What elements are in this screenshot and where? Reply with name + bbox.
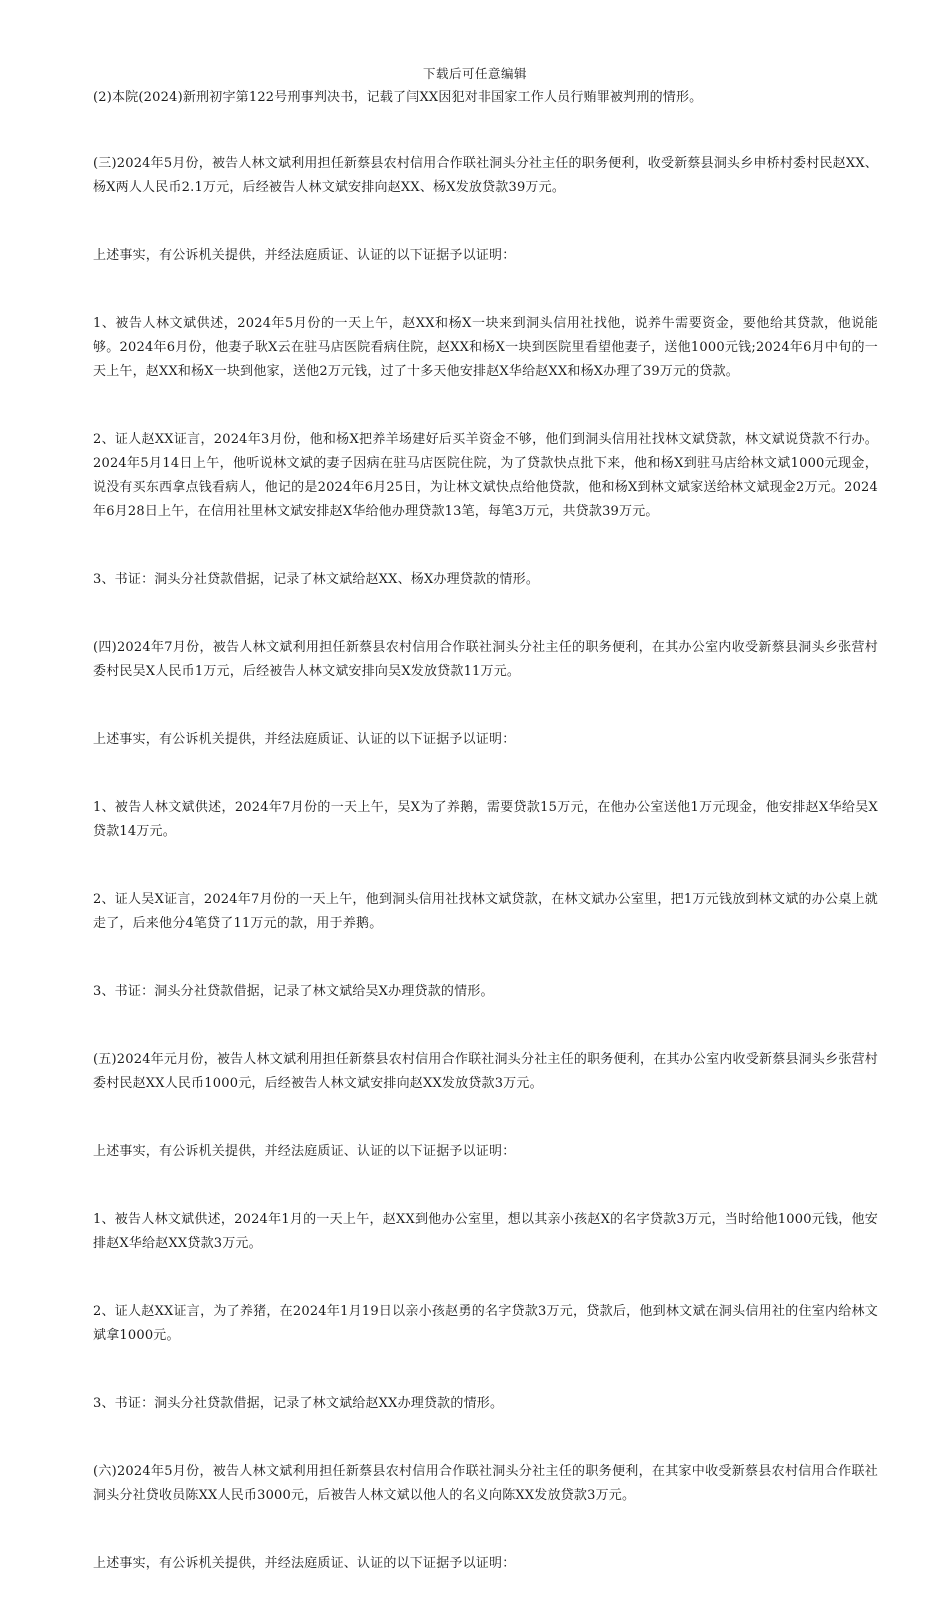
- paragraph-judgment-record: (2)本院(2024)新刑初字第122号刑事判决书，记载了闫XX因犯对非国家工作人员行贿罪被判刑的情形。: [93, 90, 703, 105]
- paragraph-evidence-item: 2、证人赵XX证言，为了养猪，在2024年1月19日以亲小孩赵勇的名字贷款3万元，贷款后，他到林文斌在洞头信用社的住室内给林文斌拿1000元。: [93, 1304, 878, 1343]
- document-body: [93, 86, 878, 1620]
- paragraph-evidence-item: 1、被告人林文斌供述，2024年7月份的一天上午，吴X为了养鹅，需要贷款15万元，在他办公室送他1万元现金，他安排赵X华给吴X贷款14万元。: [93, 800, 878, 839]
- paragraph-evidence-item: 2、证人赵XX证言，2024年3月份，他和杨X把养羊场建好后买羊资金不够，他们到洞头信用社找林文斌贷款，林文斌说贷款不行办。2024年5月14日上午，他听说林文斌的妻子因病在驻马店医院住院，为了贷款快点批下来，他和杨X到驻马店给林文斌1000元现金，说没有买东西拿点钱看病人，他记的是2024年6月25日，为让林文斌快点给他贷款，他和杨X到林文斌家送给林文斌现金2万元。2024年6月28日上午，在信用社里林文斌安排赵X华给他办理贷款13笔，每笔3万元，共贷款39万元。: [93, 432, 878, 519]
- paragraph-evidence-intro: 上述事实，有公诉机关提供，并经法庭质证、认证的以下证据予以证明：: [93, 732, 516, 747]
- paragraph-evidence-intro: 上述事实，有公诉机关提供，并经法庭质证、认证的以下证据予以证明：: [93, 1556, 516, 1571]
- paragraph-evidence-item: 3、书证：洞头分社贷款借据，记录了林文斌给赵XX办理贷款的情形。: [93, 1396, 504, 1411]
- paragraph-evidence-item: 3、书证：洞头分社贷款借据，记录了林文斌给赵XX、杨X办理贷款的情形。: [93, 572, 540, 587]
- paragraph-evidence-intro: 上述事实，有公诉机关提供，并经法庭质证、认证的以下证据予以证明：: [93, 248, 516, 263]
- paragraph-fact-5: (五)2024年元月份，被告人林文斌利用担任新蔡县农村信用合作联社洞头分社主任的职务便利，在其办公室内收受新蔡县洞头乡张营村委村民赵XX人民币1000元，后经被告人林文斌安排向赵XX发放贷款3万元。: [93, 1052, 878, 1091]
- paragraph-evidence-intro: 上述事实，有公诉机关提供，并经法庭质证、认证的以下证据予以证明：: [93, 1144, 516, 1159]
- paragraph-fact-3: (三)2024年5月份，被告人林文斌利用担任新蔡县农村信用合作联社洞头分社主任的职务便利，收受新蔡县洞头乡申桥村委村民赵XX、杨X两人人民币2.1万元，后经被告人林文斌安排向赵XX、杨X发放贷款39万元。: [93, 156, 878, 195]
- paragraph-fact-6: (六)2024年5月份，被告人林文斌利用担任新蔡县农村信用合作联社洞头分社主任的职务便利，在其家中收受新蔡县农村信用合作联社洞头分社贷收员陈XX人民币3000元，后被告人林文斌以他人的名义向陈XX发放贷款3万元。: [93, 1464, 878, 1503]
- paragraph-evidence-item: 1、被告人林文斌供述，2024年5月份的一天上午，赵XX和杨X一块来到洞头信用社找他，说养牛需要资金，要他给其贷款，他说能够。2024年6月份，他妻子耿X云在驻马店医院看病住院，赵XX和杨X一块到医院里看望他妻子，送他1000元钱;2024年6月中旬的一天上午，赵XX和杨X一块到他家，送他2万元钱，过了十多天他安排赵X华给赵XX和杨X办理了39万元的贷款。: [93, 316, 878, 379]
- paragraph-fact-4: (四)2024年7月份，被告人林文斌利用担任新蔡县农村信用合作联社洞头分社主任的职务便利，在其办公室内收受新蔡县洞头乡张营村委村民吴X人民币1万元，后经被告人林文斌安排向吴X发放贷款11万元。: [93, 640, 878, 679]
- paragraph-evidence-item: 2、证人吴X证言，2024年7月份的一天上午，他到洞头信用社找林文斌贷款，在林文斌办公室里，把1万元钱放到林文斌的办公桌上就走了，后来他分4笔贷了11万元的款，用于养鹅。: [93, 892, 878, 931]
- paragraph-evidence-item: 1、被告人林文斌供述，2024年1月的一天上午，赵XX到他办公室里，想以其亲小孩赵X的名字贷款3万元，当时给他1000元钱，他安排赵X华给赵XX贷款3万元。: [93, 1212, 878, 1251]
- paragraph-evidence-item: 3、书证：洞头分社贷款借据，记录了林文斌给吴X办理贷款的情形。: [93, 984, 494, 999]
- header-note: 下载后可任意编辑: [422, 66, 527, 81]
